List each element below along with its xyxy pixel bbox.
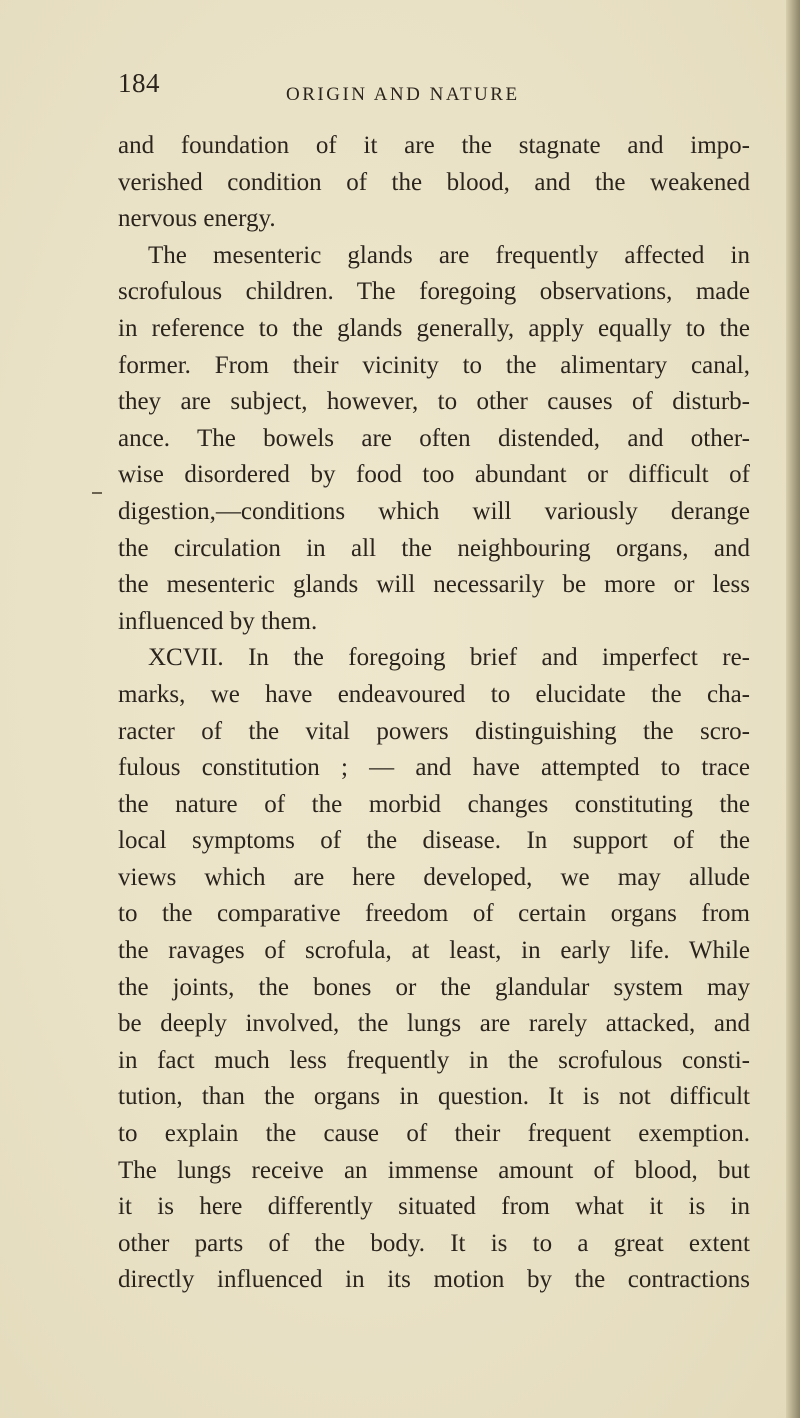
text-line: the joints, the bones or the glandular system may [118, 973, 750, 1001]
text-line: local symptoms of the disease. In support of the [118, 827, 750, 855]
text-line: the circulation in all the neighbouring organs, and [118, 534, 750, 562]
text-line: XCVII. In the foregoing brief and imperfect re- [148, 644, 750, 672]
text-line: racter of the vital powers distinguishing the scro- [118, 717, 750, 745]
text-line: views which are here developed, we may allude [118, 863, 750, 891]
text-line: the mesenteric glands will necessarily be more or less [118, 571, 750, 599]
text-line: verished condition of the blood, and the weakened [118, 168, 750, 196]
text-line: fulous constitution ; — and have attempted to trace [118, 754, 750, 782]
text-line: The lungs receive an immense amount of blood, but [118, 1156, 750, 1184]
body-text [118, 128, 750, 1299]
page-number: 184 [118, 68, 160, 98]
text-line: to the comparative freedom of certain organs from [118, 900, 750, 928]
text-line: the ravages of scrofula, at least, in early life. While [118, 937, 750, 965]
text-line: influenced by them. [118, 607, 318, 635]
text-line: tution, than the organs in question. It is not difficult [118, 1083, 750, 1111]
text-line: it is here differently situated from what it is in [118, 1193, 750, 1221]
text-line: The mesenteric glands are frequently affected in [148, 241, 750, 269]
text-line: to explain the cause of their frequent exemption. [118, 1120, 750, 1148]
text-line: nervous energy. [118, 205, 276, 233]
text-line: directly influenced in its motion by the contractions [118, 1266, 750, 1294]
running-head: ORIGIN AND NATURE [286, 84, 520, 105]
text-line: in fact much less frequently in the scrofulous consti- [118, 1046, 750, 1074]
text-line: wise disordered by food too abundant or difficult of [118, 461, 750, 489]
text-line: other parts of the body. It is to a great extent [118, 1229, 750, 1257]
margin-mark [92, 492, 102, 494]
page-edge-shadow [786, 0, 800, 1418]
text-line: ance. The bowels are often distended, and other- [118, 424, 750, 452]
text-line: marks, we have endeavoured to elucidate the cha- [118, 680, 750, 708]
text-line: former. From their vicinity to the alimentary canal, [118, 351, 750, 379]
text-line: in reference to the glands generally, apply equally to the [118, 314, 750, 342]
text-line: the nature of the morbid changes constituting the [118, 790, 750, 818]
text-line: scrofulous children. The foregoing observations, made [118, 278, 750, 306]
text-line: be deeply involved, the lungs are rarely attacked, and [118, 1010, 750, 1038]
text-line: and foundation of it are the stagnate and impo- [118, 132, 750, 159]
text-line: they are subject, however, to other causes of disturb- [118, 388, 750, 416]
text-line: digestion,—conditions which will variously derange [118, 497, 750, 525]
